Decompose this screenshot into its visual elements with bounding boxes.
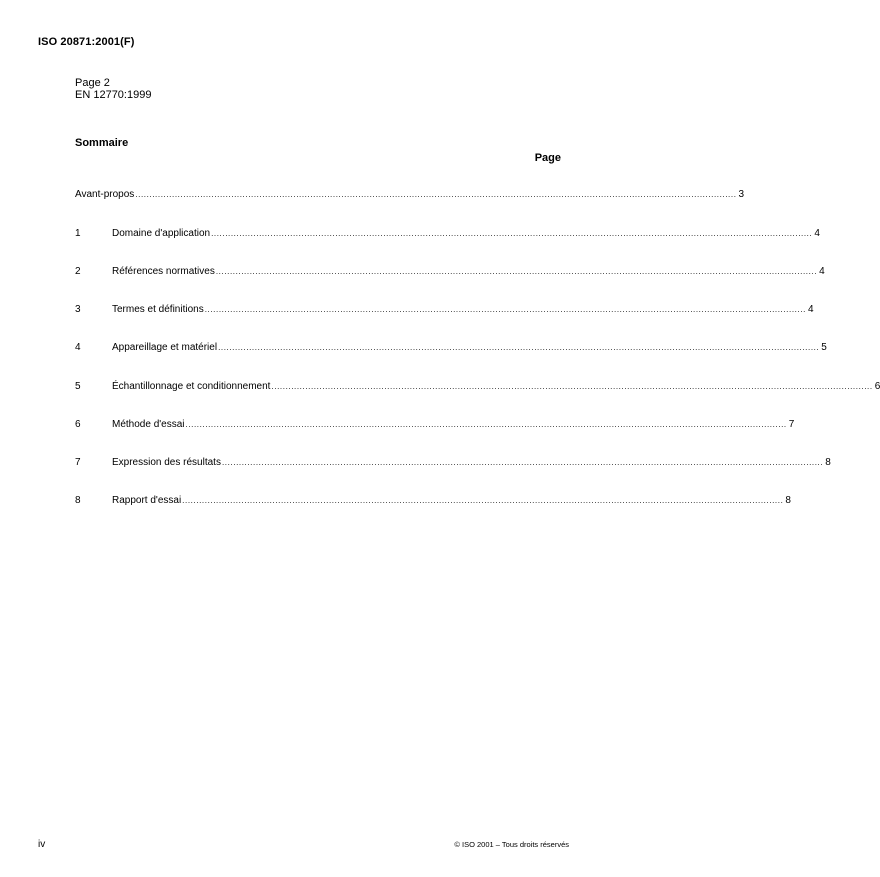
toc-entry-avant-propos[interactable]	[75, 189, 745, 203]
toc-entry-label: Échantillonnage et conditionnement	[112, 381, 271, 392]
toc-entry-label: Méthode d'essai	[112, 419, 185, 430]
toc-entry-number: 6	[75, 419, 81, 430]
toc-leader-dots: .....................................................................................................................................................................................................................	[218, 343, 820, 352]
toc-entry-5[interactable]	[75, 381, 880, 395]
toc-entry-7[interactable]	[75, 457, 831, 471]
toc-leader-dots: .....................................................................................................................................................................................................................	[271, 382, 873, 391]
toc-entry-page: 4	[807, 304, 814, 315]
toc-leader-dots: .....................................................................................................................................................................................................................	[185, 420, 787, 429]
toc-entry-label: Appareillage et matériel	[112, 342, 218, 353]
toc-entry-3[interactable]	[75, 304, 814, 318]
toc-leader-dots: .....................................................................................................................................................................................................................	[211, 229, 813, 238]
toc-leader-dots: .....................................................................................................................................................................................................................	[221, 458, 824, 467]
toc-entry-page: 7	[788, 419, 795, 430]
toc-entry-number: 8	[75, 495, 81, 506]
toc-entry-1[interactable]	[75, 228, 820, 242]
toc-entry-6[interactable]	[75, 419, 795, 433]
toc-title: Sommaire	[75, 137, 129, 149]
standard-ref-line: EN 12770:1999	[75, 89, 152, 101]
toc-leader-dots: .....................................................................................................................................................................................................................	[135, 190, 737, 199]
toc-entry-label: Termes et définitions	[112, 304, 204, 315]
toc-entry-number: 3	[75, 304, 81, 315]
toc-entry-page: 8	[785, 495, 791, 506]
toc-leader-dots: .....................................................................................................................................................................................................................	[204, 305, 806, 314]
toc-entry-page: 4	[819, 266, 825, 277]
toc-entry-label: Avant-propos	[75, 189, 135, 200]
toc-entry-2[interactable]	[75, 266, 825, 280]
page-reference	[75, 77, 151, 101]
toc-leader-dots: .....................................................................................................................................................................................................................	[182, 496, 784, 505]
toc-entry-page: 3	[738, 189, 745, 200]
toc-entry-number: 1	[75, 228, 81, 239]
toc-entry-number: 4	[75, 342, 81, 353]
toc-entry-page: 4	[814, 228, 820, 239]
page-ref-line: Page 2	[75, 77, 110, 89]
toc-entry-label: Rapport d'essai	[112, 495, 182, 506]
footer-copyright: © ISO 2001 – Tous droits réservés	[454, 840, 569, 849]
toc-entry-number: 7	[75, 457, 81, 468]
toc-entry-8[interactable]	[75, 495, 791, 509]
toc-entry-label: Références normatives	[112, 266, 215, 277]
footer-page-number: iv	[38, 839, 46, 850]
toc-entry-page: 8	[825, 457, 831, 468]
toc-entry-page: 5	[821, 342, 827, 353]
toc-entry-label: Expression des résultats	[112, 457, 221, 468]
toc-entry-label: Domaine d'application	[112, 228, 211, 239]
toc-entry-page: 6	[874, 381, 880, 392]
toc-entry-number: 5	[75, 381, 81, 392]
toc-entry-number: 2	[75, 266, 81, 277]
toc-page-heading: Page	[534, 152, 561, 164]
toc-entry-4[interactable]	[75, 342, 827, 356]
document-id: ISO 20871:2001(F)	[38, 36, 135, 48]
toc-leader-dots: .....................................................................................................................................................................................................................	[215, 267, 818, 276]
